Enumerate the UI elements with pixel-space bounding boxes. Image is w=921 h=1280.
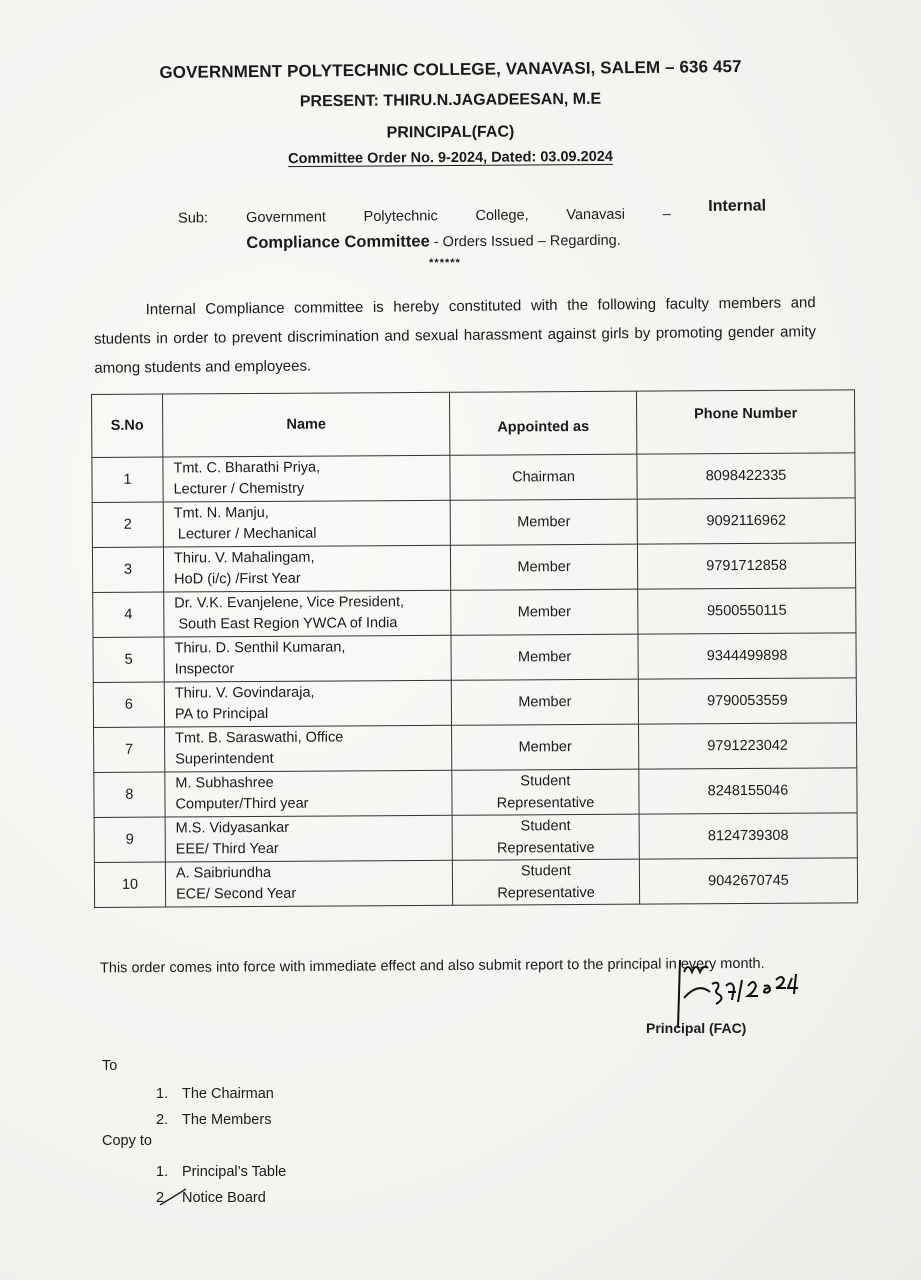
list-number: 2. [156, 1190, 169, 1206]
member-name: Thiru. V. Mahalingam, [173, 549, 315, 567]
header-sno [92, 394, 163, 457]
cell-phone: 8124739308 [639, 813, 857, 859]
member-name: M. Subhashree [175, 774, 274, 792]
cell-appointed [452, 814, 639, 860]
cell-name [163, 545, 450, 592]
cell-phone: 9500550115 [638, 588, 856, 634]
cell-name [164, 680, 451, 727]
cell-appointed [451, 589, 638, 635]
subject-rest-text: - Orders Issued – Regarding. [429, 232, 621, 251]
member-name: A. Saibriundha [175, 864, 272, 882]
list-number: 2. [156, 1112, 169, 1128]
signatory-title: Principal (FAC) [646, 1020, 747, 1036]
role-line-1: Member [517, 649, 572, 666]
member-detail: EEE/ Third Year [175, 840, 279, 858]
cell-sno: 1 [92, 457, 163, 502]
cell-appointed [452, 859, 639, 905]
list-text: The Chairman [182, 1086, 274, 1102]
cell-phone: 9791712858 [637, 543, 855, 589]
role-line-1: Student [520, 773, 571, 790]
cell-appointed [452, 724, 639, 770]
role-line-2: Representative [496, 794, 595, 812]
member-detail: Computer/Third year [175, 795, 309, 813]
cell-phone: 9790053559 [638, 678, 856, 724]
role-line-1: Member [517, 604, 571, 621]
cell-sno: 8 [94, 772, 165, 817]
designation-line: PRINCIPAL(FAC) [386, 123, 515, 142]
list-item [156, 1081, 274, 1107]
table-row [93, 588, 856, 638]
role-line-1: Student [520, 818, 571, 835]
copy-to-label: Copy to [102, 1133, 152, 1149]
role-line-1: Chairman [512, 469, 575, 486]
role-line-1: Student [520, 863, 571, 880]
cell-phone: 9042670745 [639, 858, 857, 904]
subject-word: Polytechnic [363, 208, 438, 225]
table-row [93, 678, 856, 728]
subject-word-bold: Internal [708, 197, 767, 215]
list-number: 1. [156, 1086, 169, 1102]
cell-name [165, 725, 452, 772]
header-appointed-text: Appointed as [497, 418, 590, 436]
list-item [156, 1159, 286, 1185]
cell-phone: 9092116962 [637, 498, 855, 544]
member-name: Tmt. N. Manju, [173, 504, 269, 522]
closing-text: This order comes into force with immediate effect and also submit report to the principal in every month. [99, 955, 765, 977]
subject-block [178, 197, 768, 252]
cell-sno: 7 [94, 727, 165, 772]
cell-appointed [451, 679, 638, 725]
institution-title: GOVERNMENT POLYTECHNIC COLLEGE, VANAVASI, SALEM – 636 457 [159, 56, 742, 83]
member-name: Dr. V.K. Evanjelene, Vice President, [174, 594, 405, 612]
member-detail: PA to Principal [174, 705, 269, 723]
table-row [94, 858, 857, 908]
table-row [94, 723, 857, 773]
role-line-2: Representative [497, 884, 595, 902]
cell-name [163, 500, 450, 547]
order-number-text: Committee Order No. 9-2024, Dated: 03.09.2024 [288, 148, 613, 168]
subject-word: – [662, 206, 671, 223]
cell-phone: 8248155046 [639, 768, 857, 814]
header-name [163, 392, 450, 457]
present-line: PRESENT: THIRU.N.JAGADEESAN, M.E [299, 90, 602, 111]
member-detail: Inspector [174, 661, 235, 678]
cell-sno: 10 [94, 862, 165, 907]
role-line-2: Representative [496, 839, 595, 857]
cell-sno: 6 [93, 682, 164, 727]
subject-line-2 [246, 231, 621, 253]
cell-appointed [450, 454, 637, 500]
header-sno-text: S.No [110, 417, 144, 434]
cell-sno: 4 [93, 592, 164, 637]
member-name: Tmt. B. Saraswathi, Office [175, 729, 344, 747]
order-number-line [0, 147, 911, 169]
subject-bold-text: Compliance Committee [246, 232, 430, 252]
cell-name [165, 815, 452, 862]
subject-word: Government [246, 209, 327, 226]
handwritten-signature-icon [650, 950, 820, 1030]
list-text: Principal’s Table [182, 1164, 287, 1180]
member-name: Thiru. V. Govindaraja, [174, 684, 315, 702]
member-detail: Lecturer / Mechanical [173, 525, 317, 543]
table-row [93, 633, 856, 683]
member-name: Thiru. D. Senthil Kumaran, [174, 639, 346, 657]
header-phone-text: Phone Number [694, 405, 798, 423]
list-item [156, 1107, 274, 1133]
cell-appointed [451, 634, 638, 680]
cell-appointed [450, 544, 637, 590]
role-line-1: Member [517, 559, 571, 576]
copy-to-list [156, 1159, 286, 1211]
role-line-1: Member [518, 694, 572, 711]
list-text: The Members [182, 1112, 272, 1128]
cell-sno: 3 [92, 547, 163, 592]
body-paragraph [94, 288, 817, 383]
cell-sno: 9 [94, 817, 165, 862]
cell-sno: 5 [93, 637, 164, 682]
subject-line-1 [246, 197, 767, 228]
list-number: 1. [156, 1164, 169, 1180]
table-row [94, 813, 857, 863]
header-phone [636, 390, 854, 454]
role-line-1: Member [518, 739, 572, 756]
cell-name [164, 590, 451, 637]
cell-appointed [452, 769, 639, 815]
committee-members-table [91, 389, 858, 908]
subject-word: Vanavasi [566, 206, 625, 224]
cell-phone: 8098422335 [637, 453, 855, 499]
member-detail: South East Region YWCA of India [174, 615, 398, 633]
member-detail: HoD (i/c) /First Year [174, 570, 301, 588]
member-name: Tmt. C. Bharathi Priya, [173, 459, 321, 477]
cell-name [165, 860, 452, 907]
member-name: M.S. Vidyasankar [175, 819, 290, 837]
handwritten-tick-icon [158, 1187, 188, 1207]
subject-word: College, [475, 207, 529, 224]
cell-name [163, 455, 450, 502]
list-item [156, 1185, 286, 1211]
header-appointed [449, 391, 636, 455]
subject-label: Sub: [178, 210, 209, 227]
to-list [156, 1081, 274, 1133]
list-text: Notice Board [182, 1190, 266, 1206]
table-row [92, 498, 855, 548]
cell-name [165, 770, 452, 817]
table-header-row [92, 390, 855, 458]
cell-phone: 9791223042 [639, 723, 857, 769]
cell-phone: 9344499898 [638, 633, 856, 679]
header-name-text: Name [286, 416, 326, 433]
cell-sno: 2 [92, 502, 163, 547]
member-detail: Superintendent [175, 750, 274, 768]
separator-stars: ****** [429, 257, 461, 269]
member-detail: ECE/ Second Year [176, 885, 297, 903]
member-detail: Lecturer / Chemistry [173, 480, 305, 498]
cell-appointed [450, 499, 637, 545]
to-label: To [102, 1058, 118, 1074]
cell-name [164, 635, 451, 682]
table-row [92, 543, 855, 593]
body-paragraph-text: Internal Compliance committee is hereby constituted with the following faculty members and students in order to prevent discrimination and sexual harassment against girls by promoting gender amity among students and employees. [93, 294, 817, 377]
role-line-1: Member [517, 514, 571, 531]
table-row [94, 768, 857, 818]
table-row [92, 453, 855, 503]
